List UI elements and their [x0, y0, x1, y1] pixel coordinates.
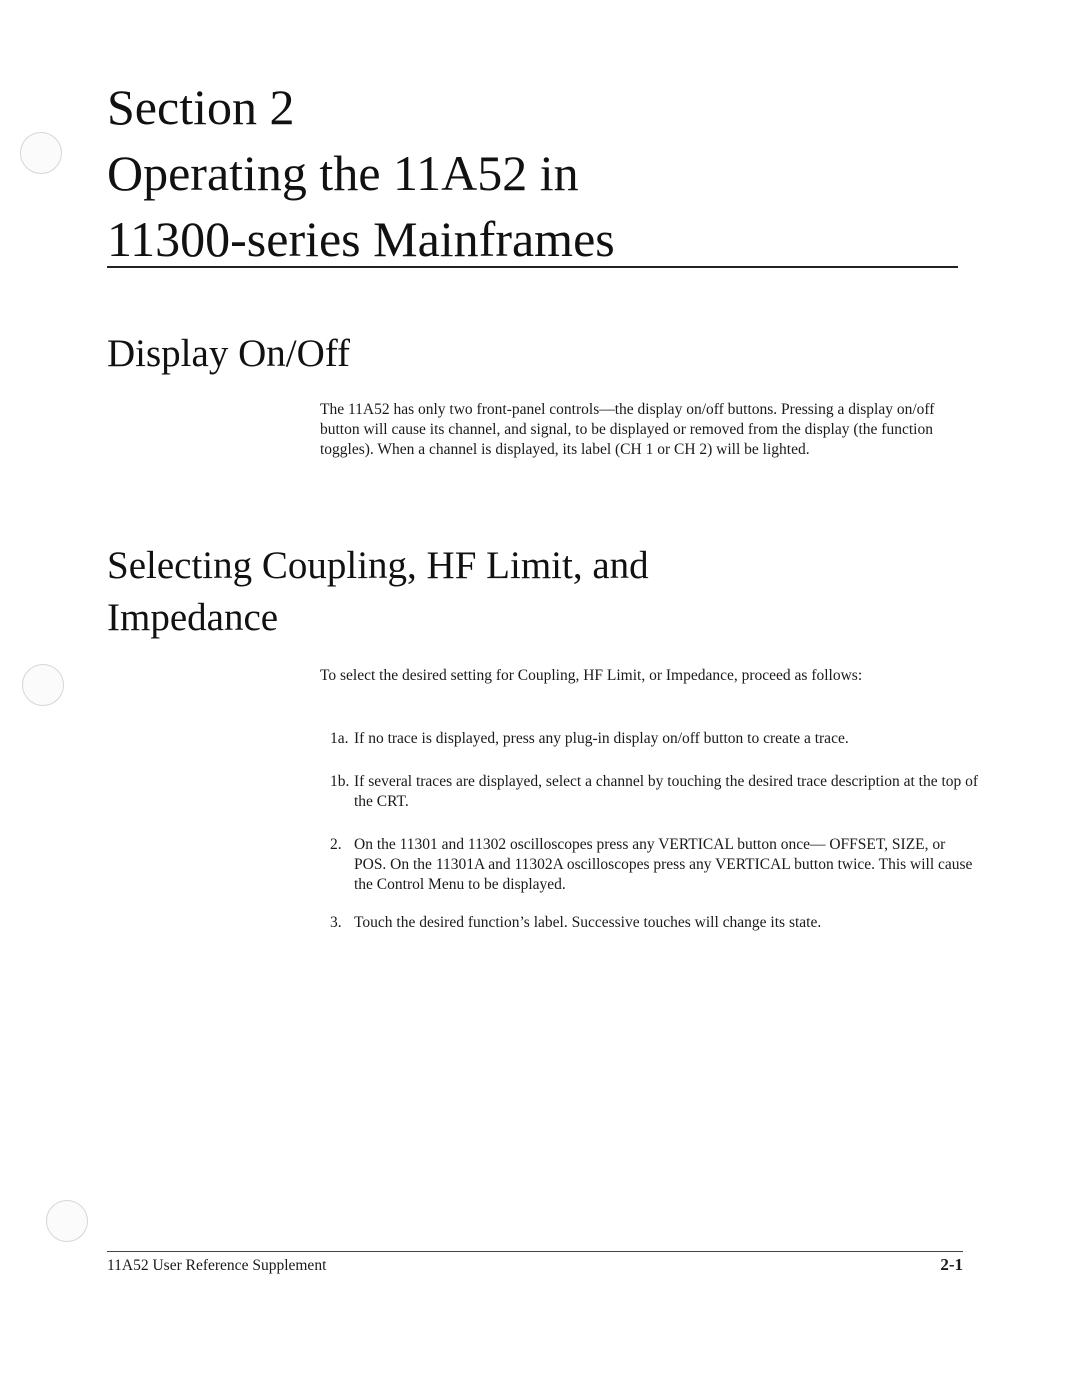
title-divider [107, 266, 958, 268]
display-onoff-paragraph: The 11A52 has only two front-panel controls—the display on/off buttons. Pressing a display on/off button will cause its channel, and signal, to be displayed or removed from the display (the function toggles). When a channel is displayed, its label (CH 1 or CH 2) will be lighted. [320, 401, 935, 458]
step-text: If several traces are displayed, select a channel by touching the desired trace description at the top of the CRT. [354, 773, 979, 810]
list-item [330, 835, 980, 895]
step-text: On the 11301 and 11302 oscilloscopes press any VERTICAL button once— OFFSET, SIZE, or POS. On the 11301A and 11302A oscilloscopes press any VERTICAL button twice. This will cause the Control Menu to be displayed. [354, 836, 973, 893]
punch-hole-middle [22, 664, 64, 706]
display-onoff-heading-text: Display On/Off [107, 332, 351, 375]
footer-document-title: 11A52 User Reference Supplement [107, 1257, 327, 1274]
step-number: 1b. [330, 773, 350, 790]
step-number: 1a. [330, 730, 349, 747]
step-number: 2. [330, 836, 342, 853]
step-number: 3. [330, 914, 342, 931]
list-item [330, 772, 980, 812]
display-onoff-heading [107, 328, 350, 380]
punch-hole-top [20, 132, 62, 174]
step-text: If no trace is displayed, press any plug-in display on/off button to create a trace. [354, 730, 849, 747]
page-number: 2-1 [940, 1255, 963, 1274]
coupling-heading-line-2: Impedance [107, 596, 279, 639]
list-item [330, 729, 980, 749]
footer-divider [107, 1251, 963, 1252]
coupling-intro-paragraph: To select the desired setting for Coupling, HF Limit, or Impedance, proceed as follows: [320, 667, 863, 684]
list-item [330, 913, 980, 933]
coupling-heading-line-1: Selecting Coupling, HF Limit, and [107, 544, 649, 587]
section-number: Section 2 [107, 79, 295, 135]
section-title [107, 74, 987, 272]
section-title-line-1: Operating the 11A52 in [107, 145, 579, 201]
coupling-heading [107, 540, 649, 644]
step-text: Touch the desired function’s label. Successive touches will change its state. [354, 914, 822, 931]
steps-list [330, 729, 980, 933]
punch-hole-bottom [46, 1200, 88, 1242]
section-title-line-2: 11300-series Mainframes [107, 211, 615, 267]
